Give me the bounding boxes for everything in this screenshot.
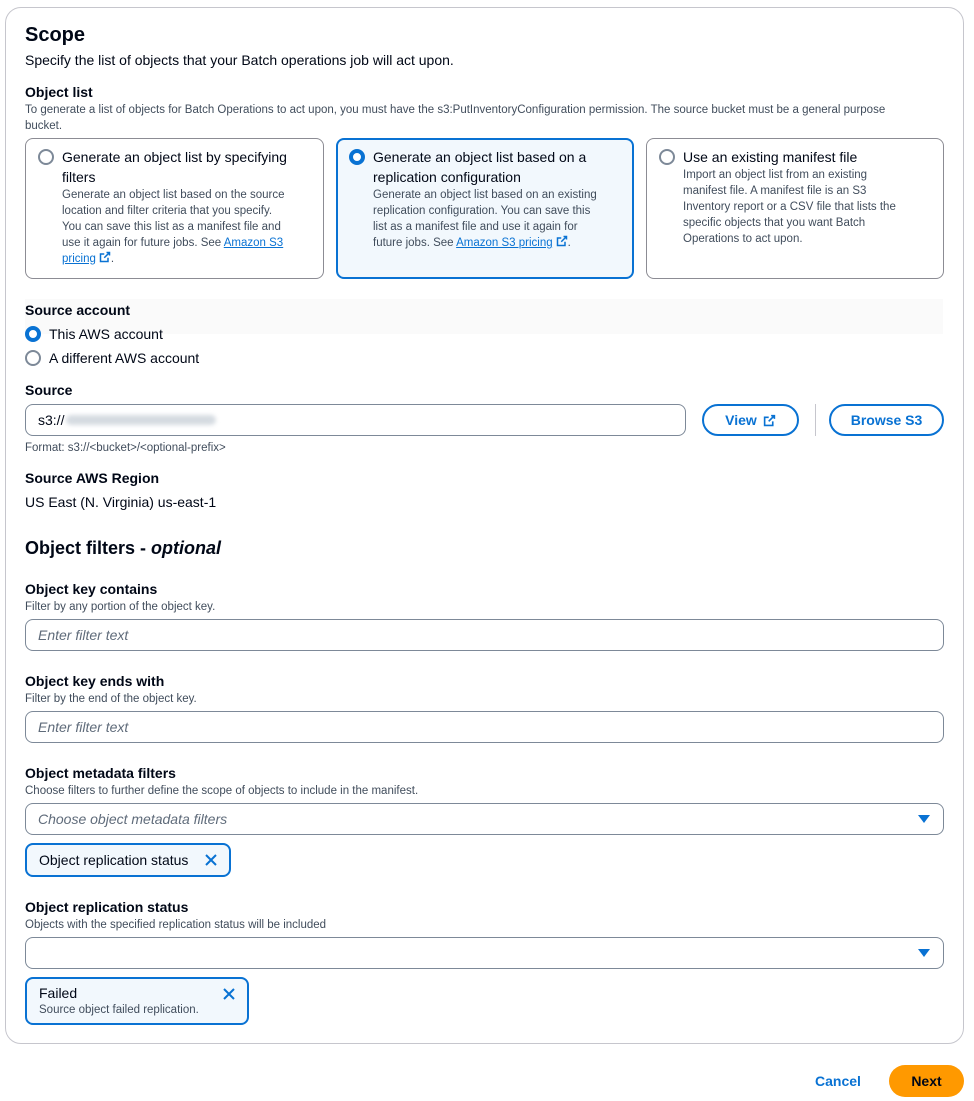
scope-panel (5, 7, 964, 1044)
replication-status-token-title: Failed (39, 985, 78, 1001)
source-account-label: Source account (25, 302, 131, 318)
metadata-filter-token (25, 843, 231, 877)
radio-different-account-label: A different AWS account (49, 350, 200, 366)
radio-this-account-control[interactable] (25, 326, 41, 342)
source-label: Source (25, 382, 73, 398)
replication-status-token-desc: Source object failed replication. (39, 1004, 199, 1016)
tile-replication-config-title: Generate an object list based on a replication configuration (373, 149, 587, 185)
object-filters-title: Object filters - optional (25, 538, 222, 558)
source-format-hint: Format: s3://<bucket>/<optional-prefix> (25, 442, 226, 454)
source-region-label: Source AWS Region (25, 470, 160, 486)
source-region-value: US East (N. Virginia) us-east-1 (25, 494, 217, 510)
browse-s3-button[interactable]: Browse S3 (829, 404, 944, 436)
radio-this-account-label: This AWS account (49, 326, 163, 342)
tile-replication-config-desc: Generate an object list based on an existing replication configuration. You can save this list as a manifest file and use it again for future jobs. See Amazon S3 pricing . (373, 189, 597, 249)
metadata-filters-description: Choose filters to further define the scope of objects to include in the manifest. (25, 785, 419, 797)
external-link-icon (556, 235, 568, 247)
external-link-icon (763, 414, 776, 427)
tile-specify-filters-desc: Generate an object list based on the source location and filter criteria that you specify. You can save this list as a manifest file and use it again for future jobs. See Amazon S3 pricing . (62, 189, 285, 265)
tile-replication-config-radio[interactable] (349, 149, 365, 165)
view-button[interactable]: View (702, 404, 799, 436)
next-button[interactable]: Next (889, 1065, 964, 1097)
scope-description: Specify the list of objects that your Batch operations job will act upon. (25, 52, 454, 68)
source-input-value: s3:// (38, 412, 65, 428)
tile-existing-manifest-title: Use an existing manifest file (683, 149, 858, 165)
external-link-icon (99, 251, 111, 263)
replication-status-description: Objects with the specified replication status will be included (25, 919, 327, 931)
tile-replication-config[interactable] (336, 138, 634, 279)
scope-title: Scope (25, 24, 86, 46)
amazon-s3-pricing-link-2[interactable]: Amazon S3 pricing (456, 237, 553, 249)
key-contains-description: Filter by any portion of the object key. (25, 601, 216, 613)
key-ends-with-input[interactable]: Enter filter text (25, 711, 944, 743)
radio-this-account[interactable] (25, 326, 163, 342)
key-contains-input[interactable]: Enter filter text (25, 619, 944, 651)
object-list-description: To generate a list of objects for Batch Operations to act upon, you must have the s3:PutInventoryConfiguration permission. The source bucket must be a general purpose bucket. (25, 104, 886, 132)
close-icon[interactable] (204, 853, 218, 867)
caret-down-icon (918, 949, 930, 957)
metadata-filters-label: Object metadata filters (25, 765, 176, 781)
caret-down-icon (918, 815, 930, 823)
source-redacted (66, 415, 216, 425)
replication-status-select[interactable] (25, 937, 944, 969)
tile-specify-filters-radio[interactable] (38, 149, 54, 165)
amazon-s3-pricing-link-cont[interactable]: pricing (62, 253, 96, 265)
radio-different-account-control[interactable] (25, 350, 41, 366)
key-ends-with-label: Object key ends with (25, 673, 165, 689)
cancel-button[interactable]: Cancel (815, 1073, 861, 1089)
close-icon[interactable] (222, 987, 236, 1001)
source-input[interactable] (25, 404, 686, 436)
metadata-filter-token-label: Object replication status (39, 852, 189, 868)
replication-status-token (25, 977, 249, 1025)
key-ends-with-description: Filter by the end of the object key. (25, 693, 197, 705)
tile-specify-filters[interactable] (25, 138, 324, 279)
object-list-label: Object list (25, 84, 93, 100)
amazon-s3-pricing-link[interactable]: Amazon S3 (223, 237, 284, 249)
key-contains-label: Object key contains (25, 581, 158, 597)
tile-specify-filters-title: Generate an object list by specifying filters (62, 149, 287, 185)
tile-existing-manifest-desc: Import an object list from an existing manifest file. A manifest file is an S3 Inventory report or a CSV file that lists the specific objects that you want Batch Operations to act upon. (683, 169, 896, 245)
tile-existing-manifest[interactable] (646, 138, 944, 279)
button-divider (815, 404, 816, 436)
replication-status-label: Object replication status (25, 899, 189, 915)
radio-different-account[interactable] (25, 350, 199, 366)
tile-existing-manifest-radio[interactable] (659, 149, 675, 165)
metadata-filters-select[interactable]: Choose object metadata filters (25, 803, 944, 835)
